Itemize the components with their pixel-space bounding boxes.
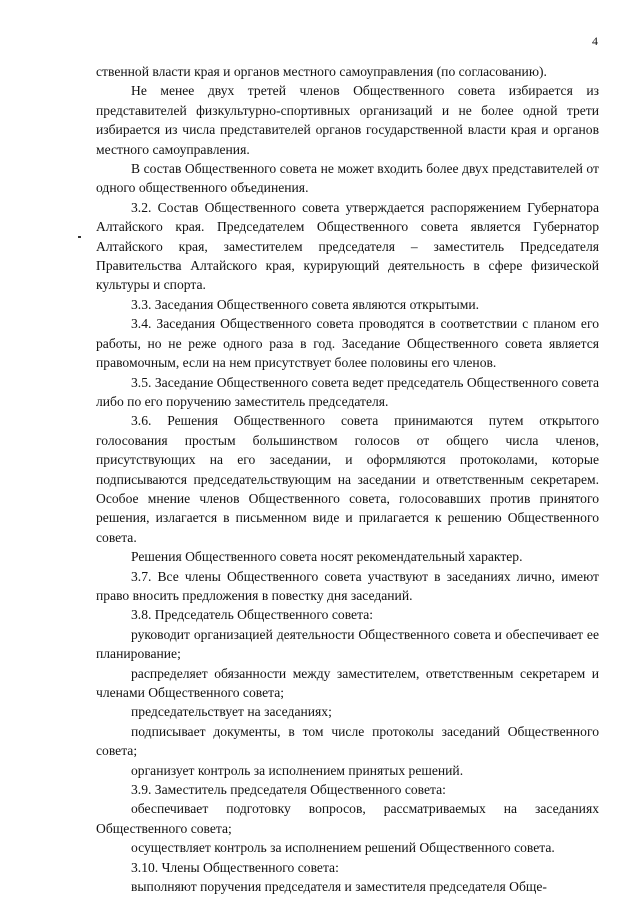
- paragraph-3-6: 3.6. Решения Общественного совета принимаются путем открытого голосования простым большинством голосов от общего числа членов, присутствующих на его заседании, и оформляются протоколами, которые подписываются председательствующим на заседании и ответственным секретарем. Особое мнение членов Общественного совета, голосовавших против принятого решения, излагается в письменном виде и прилагается к решению Общественного совета.: [96, 413, 599, 545]
- paragraph-3-5: 3.5. Заседание Общественного совета ведет председатель Общественного совета либо по его поручению заместитель председателя.: [96, 374, 599, 409]
- margin-mark: [78, 236, 81, 238]
- page-number: 4: [592, 34, 598, 48]
- paragraph-3-2: 3.2. Состав Общественного совета утверждается распоряжением Губернатора Алтайского края. Председателем Общественного совета является Губернатор Алтайского края, заместителем председателя – заместитель Председателя Правительства Алтайского края, курирующий деятельность в сфере физической культуры и спорта.: [96, 199, 599, 293]
- list-item: распределяет обязанности между заместителем, ответственным секретарем и членами Общественного совета;: [96, 665, 599, 700]
- paragraph-association-limit: В состав Общественного совета не может входить более двух представителей от одного общественного объединения.: [96, 161, 599, 196]
- paragraph-3-10: 3.10. Члены Общественного совета:: [131, 859, 339, 875]
- list-item: организует контроль за исполнением принятых решений.: [131, 762, 464, 778]
- list-item: подписывает документы, в том числе протоколы заседаний Общественного совета;: [96, 723, 599, 759]
- paragraph-3-3: 3.3. Заседания Общественного совета являются открытыми.: [131, 296, 480, 312]
- list-item: председательствует на заседаниях;: [131, 704, 332, 720]
- paragraph-3-7: 3.7. Все члены Общественного совета участвуют в заседаниях лично, имеют право вносить предложения в повестку дня заседаний.: [96, 568, 599, 603]
- list-item: выполняют поручения председателя и заместителя председателя Обще-: [131, 879, 547, 895]
- paragraph-3-8: 3.8. Председатель Общественного совета:: [131, 607, 373, 623]
- list-item: осуществляет контроль за исполнением решений Общественного совета.: [131, 840, 555, 856]
- paragraph-continuation: ственной власти края и органов местного самоуправления (по согласованию).: [96, 64, 547, 79]
- paragraph-3-4: 3.4. Заседания Общественного совета проводятся в соответствии с планом его работы, но не реже одного раза в год. Заседание Общественного совета является правомочным, если на нем присутствует более половины его членов.: [96, 316, 599, 371]
- paragraph-recommendations: Решения Общественного совета носят рекомендательный характер.: [131, 549, 523, 565]
- list-item: руководит организацией деятельности Общественного совета и обеспечивает ее планирование;: [96, 626, 599, 662]
- document-body: [96, 62, 599, 896]
- list-item: обеспечивает подготовку вопросов, рассматриваемых на заседаниях Общественного совета;: [96, 801, 599, 836]
- paragraph-3-9: 3.9. Заместитель председателя Общественного совета:: [131, 782, 446, 798]
- paragraph-composition-ratio: Не менее двух третей членов Общественного совета избирается из представителей физкультурно-спортивных организаций и не более одной трети избирается из числа представителей органов государственной власти края и органов местного самоуправления.: [96, 83, 599, 157]
